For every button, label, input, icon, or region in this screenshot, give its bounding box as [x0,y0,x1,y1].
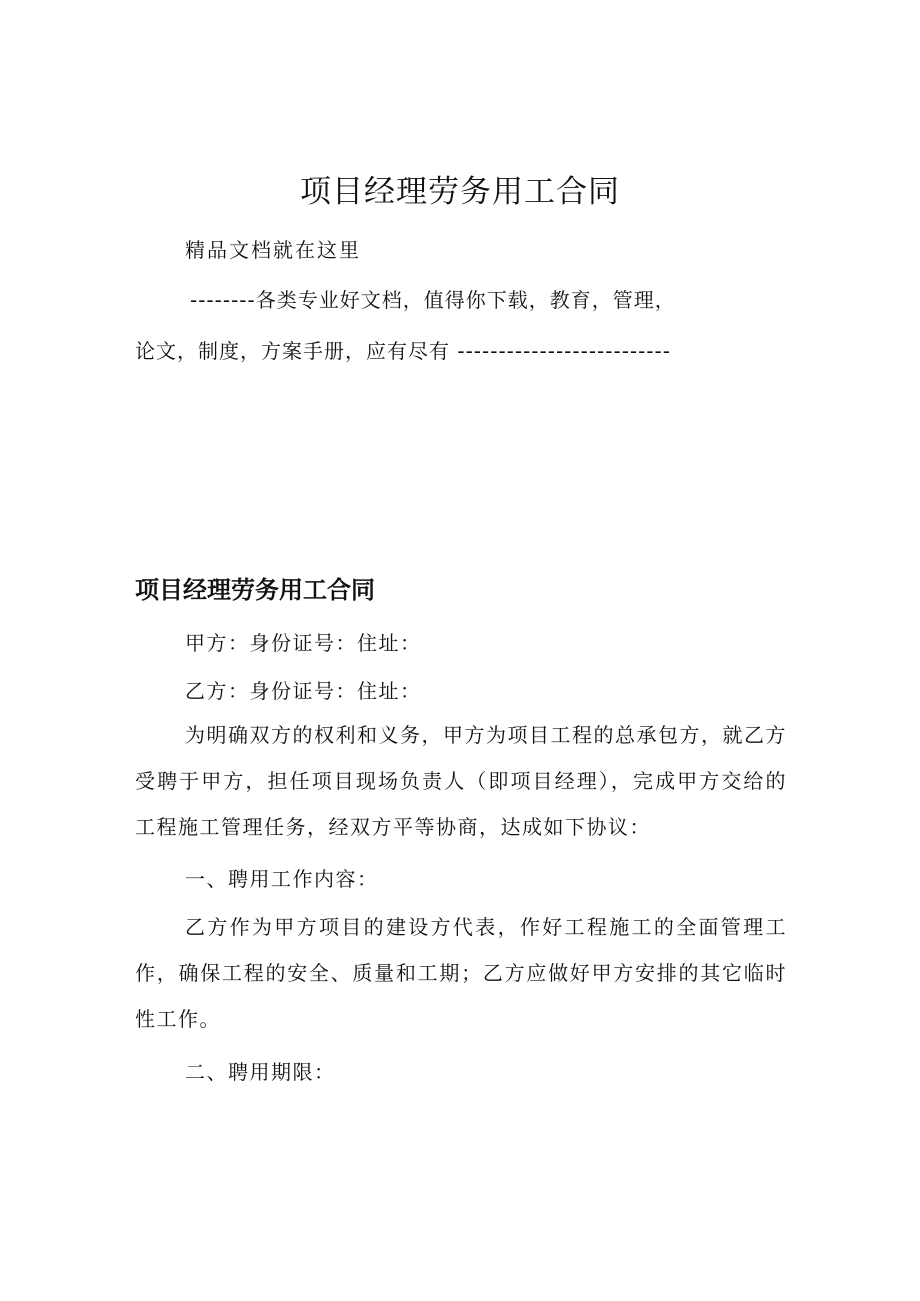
contract-heading: 项目经理劳务用工合同 [135,576,375,604]
section-1-title: 一、聘用工作内容： [185,867,379,891]
intro-paragraph: 为明确双方的权利和义务，甲方为项目工程的总承包方，就乙方受聘于甲方，担任项目现场负责人（即项目经理），完成甲方交给的工程施工管理任务，经双方平等协商，达成如下协议： [135,723,787,839]
document-title: 项目经理劳务用工合同 [300,174,620,210]
promo-line-3: 论文，制度，方案手册，应有尽有 -------------------------- [135,339,671,363]
party-a-line: 甲方：身份证号：住址： [185,631,422,655]
section-1-body: 乙方作为甲方项目的建设方代表，作好工程施工的全面管理工作，确保工程的安全、质量和工期；乙方应做好甲方安排的其它临时性工作。 [135,915,787,1031]
promo-line-2: --------各类专业好文档，值得你下载，教育，管理， [190,288,676,312]
section-2-title: 二、聘用期限： [185,1060,336,1084]
promo-line-1: 精品文档就在这里 [185,238,361,262]
party-b-line: 乙方：身份证号：住址： [185,679,422,703]
